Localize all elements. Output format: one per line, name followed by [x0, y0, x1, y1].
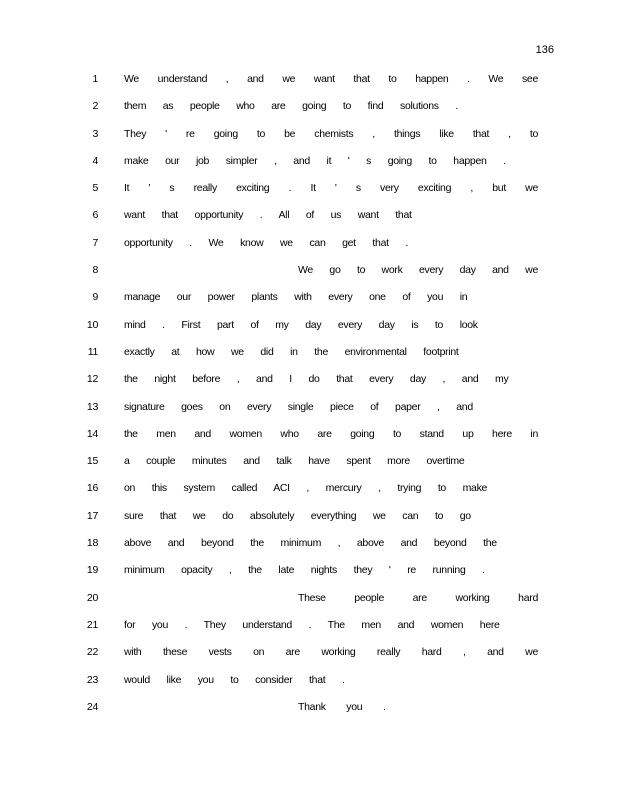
line-text: above and beyond the minimum , above and beyond the — [124, 537, 497, 550]
transcript-line — [0, 396, 618, 423]
transcript-line — [0, 614, 618, 641]
line-number: 12 — [86, 373, 98, 386]
line-text: would like you to consider that . — [124, 673, 345, 686]
line-text: the men and women who are going to stand up here in — [124, 427, 538, 440]
line-text: These people are working hard — [298, 591, 538, 604]
line-text: It ' s really exciting . It ' s very exciting , but we — [124, 182, 538, 195]
line-number: 24 — [86, 700, 98, 713]
line-number: 18 — [86, 537, 98, 550]
line-text: them as people who are going to find solutions . — [124, 100, 458, 113]
transcript-line — [0, 204, 618, 231]
transcript-line — [0, 177, 618, 204]
page-number: 136 — [535, 44, 554, 56]
line-text: want that opportunity . All of us want that — [124, 209, 412, 222]
transcript-line — [0, 68, 618, 95]
line-number: 23 — [86, 673, 98, 686]
transcript-line — [0, 150, 618, 177]
transcript-line — [0, 341, 618, 368]
line-text: sure that we do absolutely everything we can to go — [124, 509, 471, 522]
line-number: 21 — [86, 618, 98, 631]
transcript-line — [0, 532, 618, 559]
transcript-line — [0, 123, 618, 150]
transcript-line — [0, 232, 618, 259]
line-number: 1 — [92, 73, 98, 85]
line-text: They ' re going to be chemists , things like that , to — [124, 127, 538, 140]
transcript-line — [0, 286, 618, 313]
line-text: exactly at how we did in the environmental footprint — [124, 345, 459, 358]
line-text: the night before , and I do that every day , and my — [124, 373, 509, 386]
line-number: 4 — [92, 154, 98, 167]
line-number: 20 — [86, 591, 98, 604]
line-number: 9 — [92, 291, 98, 304]
transcript-line — [0, 477, 618, 504]
transcript-line — [0, 696, 618, 723]
line-number: 3 — [92, 127, 98, 140]
line-number: 7 — [92, 236, 98, 249]
line-text: manage our power plants with every one of you in — [124, 291, 468, 304]
line-number: 8 — [92, 264, 98, 277]
transcript-line — [0, 669, 618, 696]
line-text: for you . They understand . The men and women here — [124, 618, 500, 631]
line-text: minimum opacity , the late nights they ' re running . — [124, 564, 485, 577]
line-text: make our job simpler , and it ' s going to happen . — [124, 154, 506, 167]
line-number: 19 — [86, 564, 98, 577]
line-text: Thank you . — [298, 700, 386, 713]
line-number: 16 — [86, 482, 98, 495]
line-number: 22 — [86, 646, 98, 659]
transcript-line — [0, 95, 618, 122]
transcript-line — [0, 450, 618, 477]
line-number: 11 — [87, 345, 98, 358]
line-text: signature goes on every single piece of paper , and — [124, 400, 473, 413]
transcript-line — [0, 314, 618, 341]
line-text: We understand , and we want that to happen . We see — [124, 73, 538, 85]
line-text: mind . First part of my day every day is to look — [124, 318, 478, 331]
transcript-line — [0, 559, 618, 586]
line-number: 6 — [92, 209, 98, 222]
line-number: 14 — [86, 427, 98, 440]
line-number: 13 — [86, 400, 98, 413]
transcript-line — [0, 587, 618, 614]
line-text: We go to work every day and we — [298, 264, 538, 277]
line-number: 15 — [86, 455, 98, 468]
line-number: 17 — [86, 509, 98, 522]
transcript-line — [0, 505, 618, 532]
line-text: a couple minutes and talk have spent more overtime — [124, 455, 465, 468]
line-number: 5 — [92, 182, 98, 195]
transcript-line — [0, 368, 618, 395]
line-text: with these vests on are working really hard , and we — [124, 646, 538, 659]
line-text: opportunity . We know we can get that . — [124, 236, 408, 249]
line-number: 10 — [86, 318, 98, 331]
line-text: on this system called ACI , mercury , trying to make — [124, 482, 488, 495]
transcript-line — [0, 259, 618, 286]
transcript-line — [0, 423, 618, 450]
transcript-body — [0, 68, 618, 723]
line-number: 2 — [92, 100, 98, 113]
transcript-line — [0, 641, 618, 668]
